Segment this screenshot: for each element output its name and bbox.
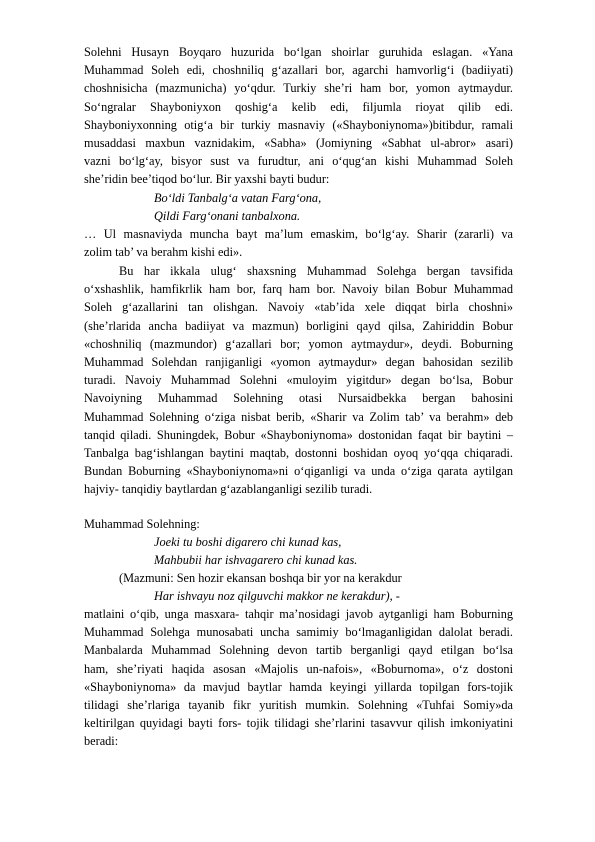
text-line: matlaini o‘qib, unga masxara- tahqir ma’nosidagi javob aytganligi ham Boburning xyxy=(84,607,513,621)
text-line: Muhammad Solehning o‘ziga nisbat berib, «Sharir va Zolim tab’ va berahm» deb xyxy=(84,409,513,424)
text-line: Muhammad Solehdan ranjiganligi «yomon aytmaydur» degan bahosidan sezilib xyxy=(84,355,513,370)
text-line: Tanbalga bag‘ishlangan baytini maqtab, dostonni boshidan oyoq yo‘qqa chiqaradi. xyxy=(84,446,513,461)
text-line: turadi. Navoiy Muhammad Solehni «muloyim yigitdur» degan bo‘lsa, Bobur xyxy=(84,373,513,388)
text-line: Soleh g‘azallarini tan olishgan. Navoiy «tab’ida xele diqqat birla choshni» xyxy=(84,300,513,315)
verse-line: Bo‘ldi Tanbalg‘a vatan Farg‘ona, xyxy=(154,191,322,205)
heading-muhammad-soleh xyxy=(84,515,513,533)
verse-1 xyxy=(84,189,583,225)
text-line: hajviy- tanqidiy baytlardan g‘azablanganligi sezilib turadi. xyxy=(84,482,373,497)
text-line: vazni bo‘lg‘ay, bisyor sust va furudtur, ani o‘qug‘an kishi Muhammad Soleh xyxy=(84,154,513,169)
text-line: Solehni Husayn Boyqaro huzurida bo‘lgan shoirlar guruhida eslagan. «Yana xyxy=(84,45,513,59)
text-line: o‘xshashlik, hamfikrlik ham bor, farq ham bor. Navoiy bilan Bobur Muhammad xyxy=(84,282,513,297)
paragraph-1 xyxy=(84,43,513,189)
verse-line: Mahbubii har ishvagarero chi kunad kas. xyxy=(154,553,358,568)
text-line: … Ul masnaviyda muncha bayt ma’lum emaskim, bo‘lg‘ay. Sharir (zararli) va xyxy=(84,227,513,241)
text-line: tanqid qiladi. Shuningdek, Bobur «Shayboniynoma» dostonidan faqat bir baytini – xyxy=(84,427,513,442)
text-line: tilidagi she’rlariga tayanib fikr yuritish mumkin. Solehning «Tuhfai Somiy»da xyxy=(84,698,513,713)
verse-line: Har ishvayu noz qilguvchi makkor ne kerakdur), - xyxy=(154,589,400,603)
text-line: Bu har ikkala ulug‘ shaxsning Muhammad Solehga bergan tavsifida xyxy=(119,264,513,278)
text-line: beradi: xyxy=(84,734,119,749)
translation xyxy=(84,569,548,587)
verse-line: Qildi Farg‘onani tanbalxona. xyxy=(154,209,301,224)
text-line: (Mazmuni: Sen hozir ekansan boshqa bir yor na kerakdur xyxy=(119,571,402,585)
text-line: Muhammad Soleh edi, choshniliq g‘azallari bor, agarchi hamvorlig‘i (badiiyati) xyxy=(84,63,513,78)
text-line: keltirilgan quyidagi bayti fors- tojik tilidagi she’rlarini tasavvur qilish imkoniyatini xyxy=(84,716,513,731)
text-line: So‘ngralar Shayboniyxon qoshig‘a kelib edi, filjumla rioyat qilib edi. xyxy=(84,99,513,114)
paragraph-4 xyxy=(84,605,513,751)
text-line: choshnisicha (mazmunicha) yo‘qdur. Turkiy she’ri ham bor, yomon aytmaydur. xyxy=(84,81,513,96)
text-line: «choshniliq (mazmundor) g‘azallari bor; yomon aytmaydur», deydi. Boburning xyxy=(84,336,513,351)
text-line: Muhammad Solehning: xyxy=(84,517,200,531)
text-line: ham, she’riyati haqida asosan «Majolis un-nafois», «Boburnoma», o‘z dostoni xyxy=(84,661,513,676)
text-line: she’ridin bee’tiqod bo‘lur. Bir yaxshi bayti budur: xyxy=(84,172,330,187)
text-line: Manbalarda Muhammad Solehning devon tartib berganligi qayd etilgan bo‘lsa xyxy=(84,643,513,658)
text-line: Bundan Boburning «Shayboniynoma»ni o‘qiganligi va unda o‘ziga qarata aytilgan xyxy=(84,464,513,479)
text-line: (she’rlarida ancha badiiyat va mazmun) borligini qayd qilsa, Zahiriddin Bobur xyxy=(84,318,513,333)
text-line: Shayboniyxonning otig‘a bir turkiy masnaviy («Shayboniynoma»)bitibdur, ramali xyxy=(84,117,513,132)
text-line: Muhammad Solehga munosabati uncha samimiy bo‘lmaganligidan dalolat beradi. xyxy=(84,625,513,640)
verse-line: Joeki tu boshi digarero chi kunad kas, xyxy=(154,535,342,549)
paragraph-3 xyxy=(84,262,513,499)
text-line: zolim tab’ va berahm kishi edi». xyxy=(84,245,243,260)
verse-3 xyxy=(84,587,583,605)
text-line: musaddasi maxbun vaznidakim, «Sabha» (Jomiyning «Sabhat ul-abror» asari) xyxy=(84,136,513,151)
text-line: Navoiyning Muhammad Solehning otasi Nursaidbekka bergan bahosini xyxy=(84,391,513,406)
verse-2 xyxy=(84,533,583,569)
paragraph-2 xyxy=(84,225,513,261)
text-line: «Shayboniynoma» da mavjud baytlar hamda keyingi yillarda topilgan fors-tojik xyxy=(84,679,513,694)
